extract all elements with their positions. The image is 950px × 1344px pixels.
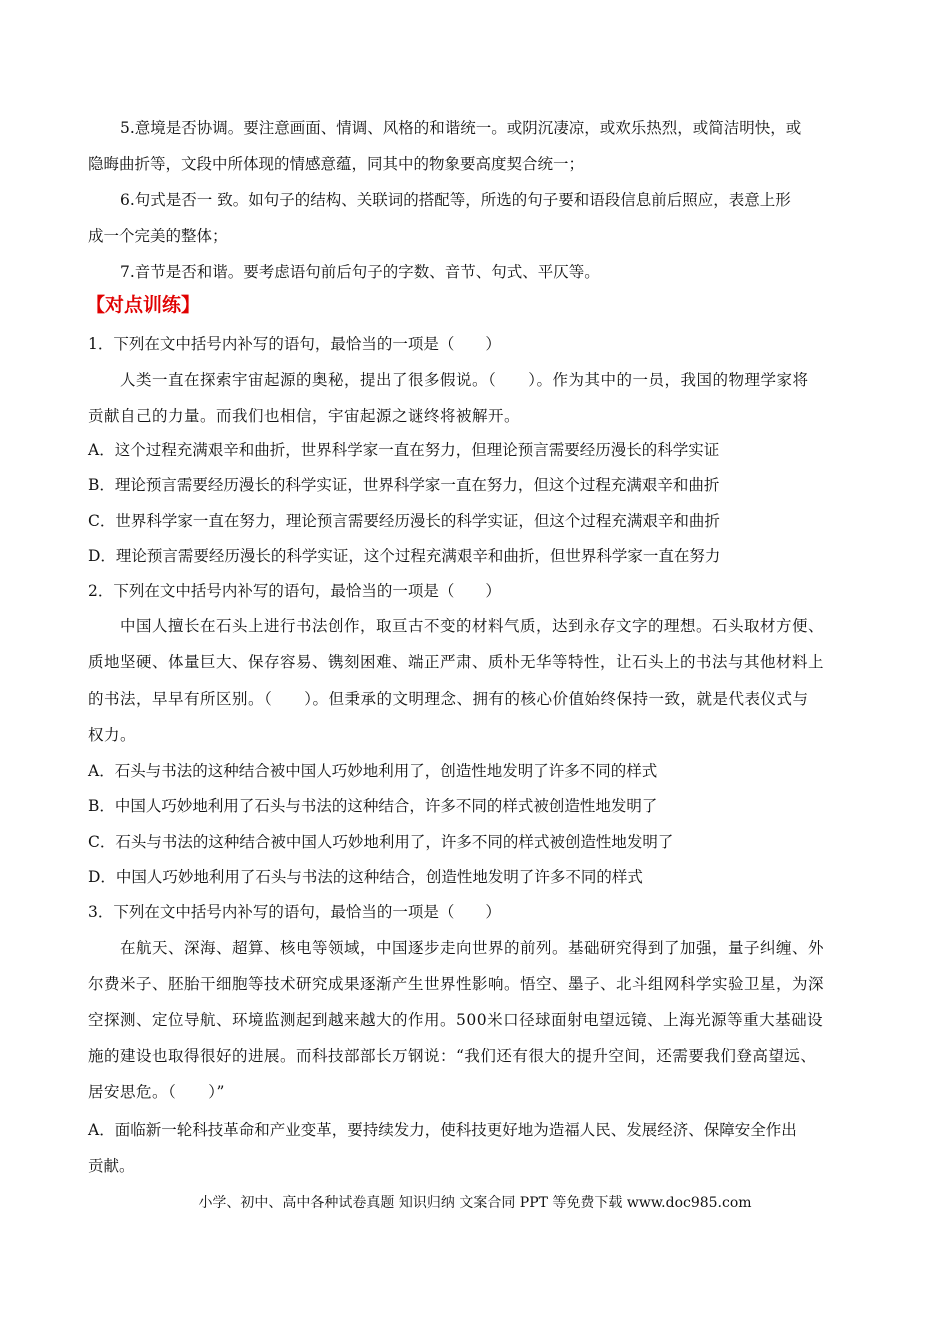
page-footer: 小学、初中、高中各种试卷真题 知识归纳 文案合同 PPT 等免费下载 www.doc985.com [198, 1195, 752, 1211]
q3-passage-line-3: 空探测、定位导航、环境监测起到越来越大的作用。500米口径球面射电望远镜、上海光源等重大基础设 [88, 1011, 824, 1029]
q2-option-a: A．石头与书法的这种结合被中国人巧妙地利用了，创造性地发明了许多不同的样式 [88, 762, 658, 780]
intro-item-6-line-2: 成一个完美的整体； [88, 227, 228, 245]
intro-item-5-line-2: 隐晦曲折等，文段中所体现的情感意蕴，同其中的物象要高度契合统一； [88, 155, 585, 173]
q3-option-a-line-2: 贡献。 [88, 1157, 135, 1175]
q1-option-d: D．理论预言需要经历漫长的科学实证，这个过程充满艰辛和曲折，但世界科学家一直在努力 [88, 547, 721, 565]
q3-stem: 3．下列在文中括号内补写的语句，最恰当的一项是（ ） [88, 903, 501, 921]
intro-item-7: 7.音节是否和谐。要考虑语句前后句子的字数、音节、句式、平仄等。 [120, 263, 600, 281]
q2-option-c: C．石头与书法的这种结合被中国人巧妙地利用了，许多不同的样式被创造性地发明了 [88, 833, 674, 851]
q2-stem: 2．下列在文中括号内补写的语句，最恰当的一项是（ ） [88, 582, 501, 600]
q1-passage-line-1: 人类一直在探索宇宙起源的奥秘，提出了很多假说。（ ）。作为其中的一员，我国的物理学家将 [120, 371, 809, 389]
q1-option-c: C．世界科学家一直在努力，理论预言需要经历漫长的科学实证，但这个过程充满艰辛和曲折 [88, 512, 720, 530]
q3-passage-line-4: 施的建设也取得很好的进展。而科技部部长万钢说：“我们还有很大的提升空间，还需要我们登高望远、 [88, 1047, 817, 1065]
intro-item-5-line-1: 5.意境是否协调。要注意画面、情调、风格的和谐统一。或阴沉凄凉，或欢乐热烈，或简洁明快，或 [120, 119, 802, 137]
q1-stem: 1．下列在文中括号内补写的语句，最恰当的一项是（ ） [88, 335, 501, 353]
section-heading: 【对点训练】 [86, 294, 201, 316]
q2-passage-line-1: 中国人擅长在石头上进行书法创作，取亘古不变的材料气质，达到永存文字的理想。石头取材方便、 [120, 617, 825, 635]
q1-passage-line-2: 贡献自己的力量。而我们也相信，宇宙起源之谜终将被解开。 [88, 407, 521, 425]
q2-option-d: D．中国人巧妙地利用了石头与书法的这种结合，创造性地发明了许多不同的样式 [88, 868, 643, 886]
q3-passage-line-1: 在航天、深海、超算、核电等领域，中国逐步走向世界的前列。基础研究得到了加强，量子纠缠、外 [120, 939, 825, 957]
q2-passage-line-2: 质地坚硬、体量巨大、保存容易、镌刻困难、端正严肃、质朴无华等特性，让石头上的书法与其他材料上 [88, 653, 825, 671]
q3-option-a-line-1: A．面临新一轮科技革命和产业变革，要持续发力，使科技更好地为造福人民、发展经济、保障安全作出 [88, 1121, 797, 1139]
q2-passage-line-3: 的书法，早早有所区别。（ ）。但秉承的文明理念、拥有的核心价值始终保持一致，就是代表仪式与 [88, 690, 809, 708]
q1-option-b: B．理论预言需要经历漫长的科学实证，世界科学家一直在努力，但这个过程充满艰辛和曲折 [88, 476, 720, 494]
q3-passage-line-2: 尔费米子、胚胎干细胞等技术研究成果逐渐产生世界性影响。悟空、墨子、北斗组网科学实验卫星，为深 [88, 975, 825, 993]
q3-passage-line-5: 居安思危。（ ）” [88, 1083, 225, 1101]
intro-item-6-line-1: 6.句式是否一 致。如句子的结构、关联词的搭配等，所选的句子要和语段信息前后照应，表意上形 [120, 191, 791, 209]
q1-option-a: A．这个过程充满艰辛和曲折，世界科学家一直在努力，但理论预言需要经历漫长的科学实证 [88, 441, 720, 459]
q2-option-b: B．中国人巧妙地利用了石头与书法的这种结合，许多不同的样式被创造性地发明了 [88, 797, 658, 815]
q2-passage-line-4: 权力。 [88, 726, 137, 744]
